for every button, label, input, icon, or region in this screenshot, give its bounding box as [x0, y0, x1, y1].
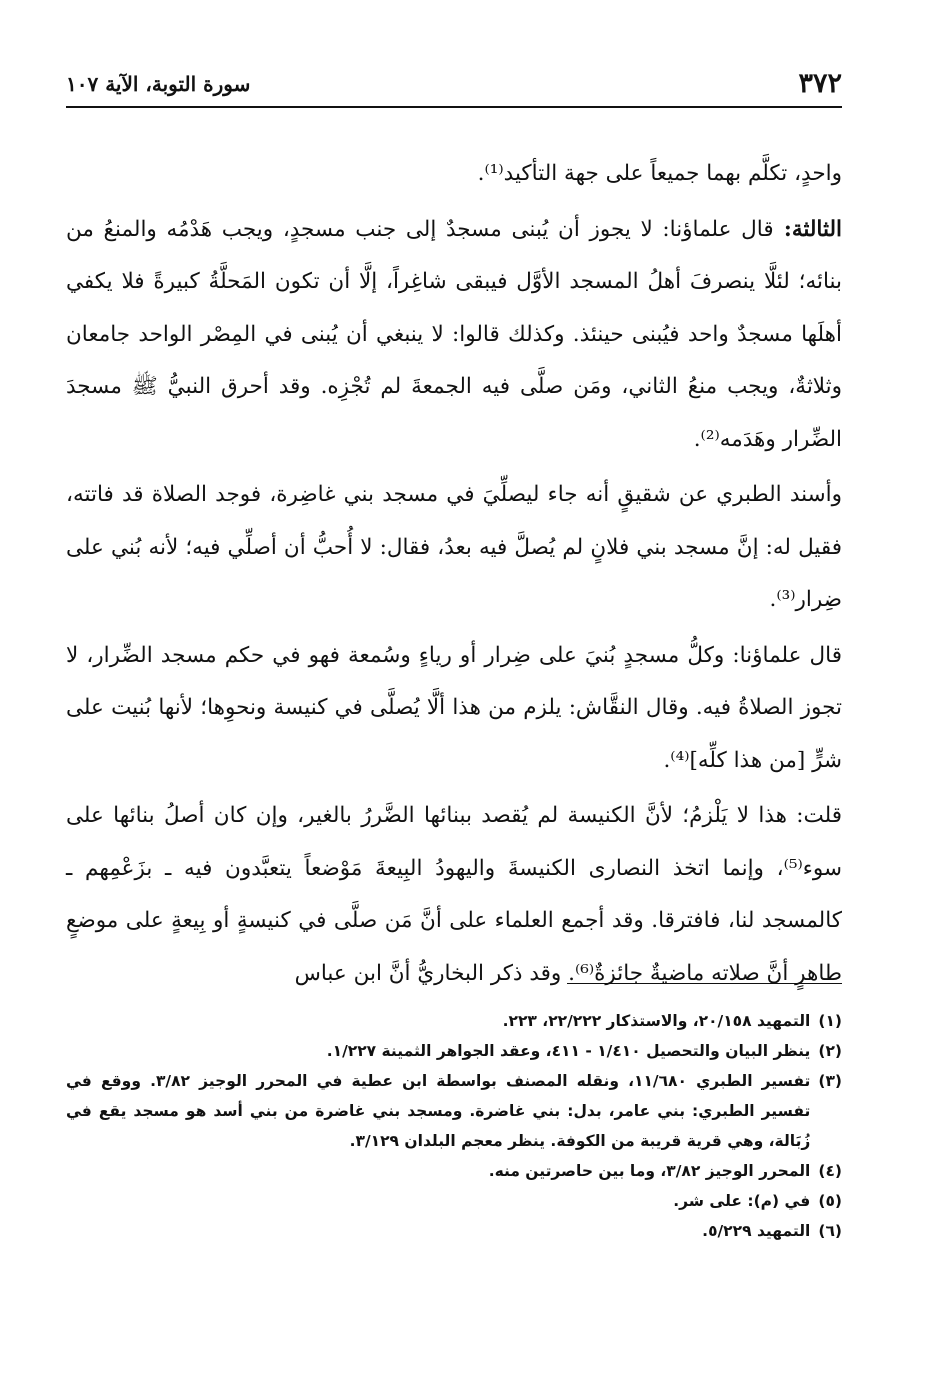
paragraph-text: وأسند الطبري عن شقيقٍ أنه جاء ليصلِّيَ في مسجد بني غاضِرة، فوجد الصلاة قد فاتته، فقيل له: إنَّ مسجد بني فلانٍ لم يُصلَّ فيه بعدُ، فقال: لا أُحبُّ أن أصلِّي فيه؛ لأنه بُني على ضِرار⁽³⁾. [66, 482, 842, 612]
footnote [66, 1216, 842, 1246]
paragraph-text: واحدٍ، تكلَّم بهما جميعاً على جهة التأكيد⁽¹⁾. [477, 161, 842, 186]
paragraph [66, 148, 842, 201]
footnote-text: تفسير الطبري ١١/٦٨٠، ونقله المصنف بواسطة ابن عطية في المحرر الوجيز ٣/٨٢. ووقع في تفسير الطبري: بني عامر، بدل: بني غاضرة. ومسجد بني غاضرة من بني أسد هو مسجد يقع في زُبَالة، وهي قرية قريبة من الكوفة. ينظر معجم البلدان ٣/١٢٩. [66, 1072, 811, 1150]
page-number: ٣٧٢ [798, 68, 842, 99]
page-header [66, 62, 842, 108]
section-heading: الثالثة: [773, 216, 842, 242]
book-page [66, 62, 842, 1342]
footnote [66, 1186, 842, 1216]
footnote-number: (١) [818, 1012, 842, 1030]
paragraph [66, 469, 842, 627]
paragraph-text: قلت: هذا لا يَلْزمُ؛ لأنَّ الكنيسة لم يُقصد ببنائها الضَّررُ بالغير، وإن كان أصلُ بنائها على سوء⁽⁵⁾، وإنما اتخذ النصارى الكنيسةَ واليهودُ البِيعةَ مَوْضعاً يتعبَّدون فيه ـ بزَعْمِهم ـ كالمسجد لنا، فافترقا. وقد أجمع العلماء على أنَّ مَن صلَّى في كنيسةٍ أو بِيعةٍ على موضعٍ طاهرٍ أنَّ صلاته ماضيةٌ جائزةٌ⁽⁶⁾. وقد ذكر البخاريُّ أنَّ ابن عباس [66, 803, 842, 986]
running-title: سورة التوبة، الآية ١٠٧ [66, 72, 251, 96]
footnote-number: (٤) [818, 1162, 842, 1180]
footnote [66, 1066, 842, 1156]
paragraph [66, 630, 842, 788]
footnote-text: ينظر البيان والتحصيل ١/٤١٠ - ٤١١، وعقد الجواهر الثمينة ١/٢٢٧. [326, 1042, 811, 1060]
footnote [66, 1156, 842, 1186]
main-text [66, 148, 842, 1000]
footnote [66, 1006, 842, 1036]
footnote-number: (٦) [818, 1222, 842, 1240]
footnotes [66, 1006, 842, 1246]
footnote-number: (٢) [818, 1042, 842, 1060]
paragraph-text: قال علماؤنا: لا يجوز أن يُبنى مسجدٌ إلى جنب مسجدٍ، ويجب هَدْمُه والمنعُ من بنائه؛ لئلَّا ينصرفَ أهلُ المسجد الأوَّل فيبقى شاغِراً، إلَّا أن تكون المَحلَّةُ كبيرةً فلا يكفي أهلَها مسجدٌ واحد فيُبنى حينئذ. وكذلك قالوا: لا ينبغي أن يُبنى في المِصْر الواحد جامعان وثلاثةٌ، ويجب منعُ الثاني، ومَن صلَّى فيه الجمعةَ لم تُجْزِه. وقد أحرق النبيُّ ﷺ مسجدَ الضِّرار وهَدَمه⁽²⁾. [66, 216, 842, 452]
footnote [66, 1036, 842, 1066]
footnote-text: المحرر الوجيز ٣/٨٢، وما بين حاصرتين منه. [488, 1162, 811, 1180]
footnote-number: (٣) [818, 1072, 842, 1090]
footnote-text: التمهيد ٥/٢٢٩. [702, 1222, 811, 1240]
footnote-text: في (م): على شر. [673, 1192, 811, 1210]
paragraph [66, 790, 842, 1000]
paragraph-text: قال علماؤنا: وكلُّ مسجدٍ بُنيَ على ضِرار أو رياءٍ وسُمعة فهو في حكم مسجد الضِّرار، لا تجوز الصلاةُ فيه. وقال النقَّاش: يلزم من هذا ألَّا يُصلَّى في كنيسة ونحوِها؛ لأنها بُنيت على شرٍّ [من هذا كلِّه]⁽⁴⁾. [66, 642, 842, 773]
footnote-text: التمهيد ٢٠/١٥٨، والاستذكار ٢٢/٢٢٢، ٢٢٣. [502, 1012, 811, 1030]
footnote-separator [567, 983, 842, 984]
paragraph [66, 204, 842, 467]
footnote-number: (٥) [818, 1192, 842, 1210]
